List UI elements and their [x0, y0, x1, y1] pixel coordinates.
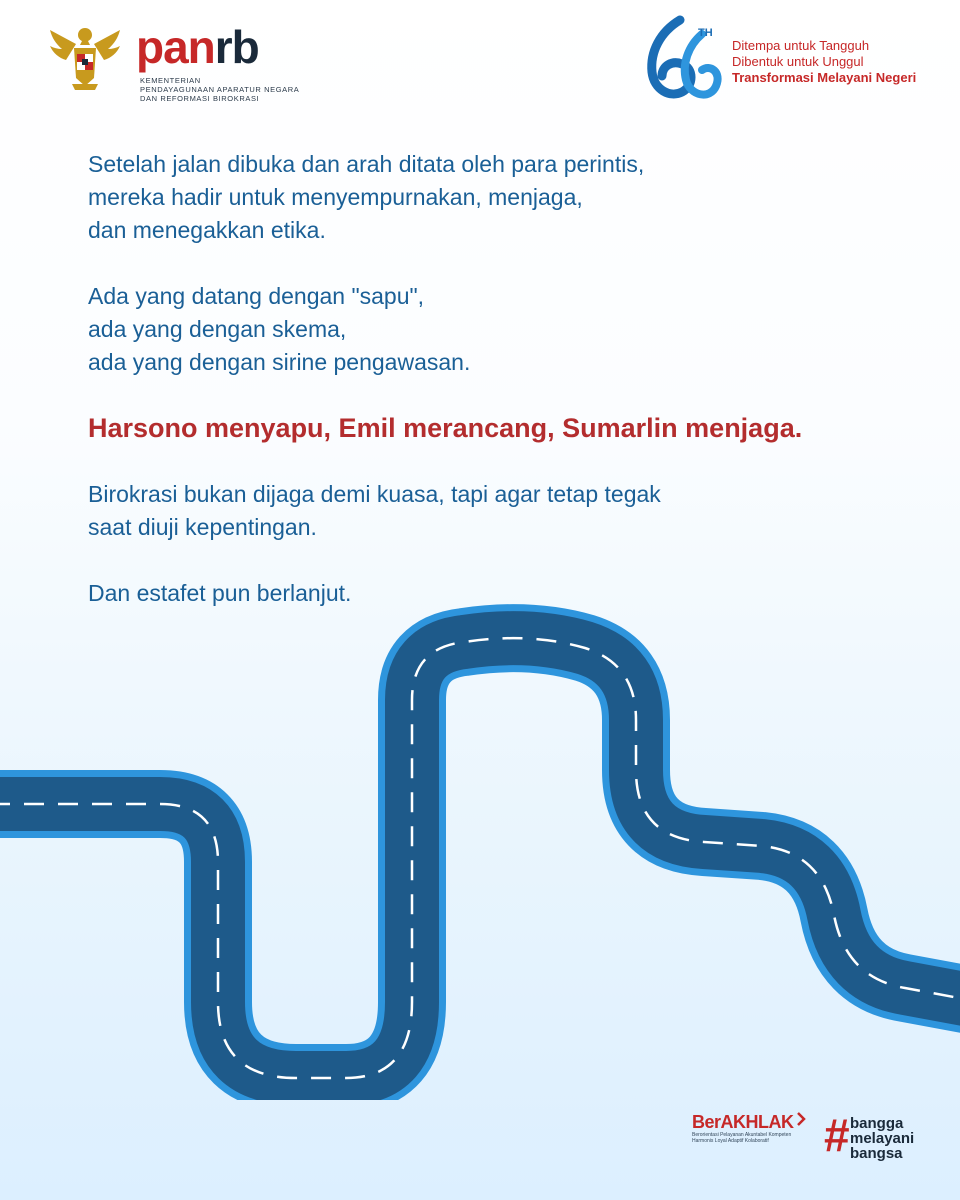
highlight-line: Harsono menyapu, Emil merancang, Sumarlin menjaga.	[88, 413, 803, 443]
bangga-melayani-bangsa-logo	[824, 1109, 934, 1166]
anniversary-logo	[640, 12, 930, 108]
berakhlak-logo	[692, 1112, 804, 1162]
berakhlak-ber: Ber	[692, 1112, 721, 1132]
text-line: dan menegakkan etika.	[88, 217, 326, 243]
tagline-line-3: Transformasi Melayani Negeri	[732, 70, 917, 85]
berakhlak-subtitle	[692, 1132, 812, 1144]
berakhlak-akhlak: AKHLAK	[720, 1112, 794, 1132]
ministry-line: PENDAYAGUNAAN APARATUR NEGARA	[140, 85, 300, 94]
chevron-right-icon	[796, 1112, 806, 1126]
main-copy	[88, 148, 918, 643]
panrb-rb: rb	[214, 21, 259, 73]
text-line: ada yang dengan sirine pengawasan.	[88, 349, 471, 375]
hashtag-word: bangga	[850, 1115, 904, 1132]
panrb-pan: pan	[136, 21, 215, 73]
winding-road-illustration	[0, 600, 960, 1100]
paragraph-1	[88, 148, 918, 247]
hashtag-word: bangsa	[850, 1145, 903, 1162]
hashtag-words	[850, 1116, 914, 1161]
ministry-line: KEMENTERIAN	[140, 76, 201, 85]
text-line: ada yang dengan skema,	[88, 316, 347, 342]
tagline-line-2: Dibentuk untuk Unggul	[732, 54, 864, 69]
ministry-name	[140, 76, 299, 103]
text-line: Dan estafet pun berlanjut.	[88, 580, 352, 606]
text-line: Setelah jalan dibuka dan arah ditata oleh para perintis,	[88, 151, 645, 177]
garuda-emblem-icon	[44, 18, 126, 100]
anniversary-tagline	[732, 38, 916, 86]
text-line: mereka hadir untuk menyempurnakan, menjaga,	[88, 184, 583, 210]
berakhlak-wordmark	[692, 1112, 804, 1132]
panrb-logo	[44, 18, 300, 103]
paragraph-3	[88, 478, 918, 544]
tagline-line-1: Ditempa untuk Tangguh	[732, 38, 870, 53]
berakhlak-sub-line: Harmonis Loyal Adaptif Kolaboratif	[692, 1138, 769, 1144]
text-line: saat diuji kepentingan.	[88, 514, 317, 540]
panrb-wordmark	[136, 21, 259, 73]
berakhlak-sub-line: Berorientasi Pelayanan Akuntabel Kompeten	[692, 1132, 792, 1138]
text-line: Ada yang datang dengan "sapu",	[88, 283, 425, 309]
anniversary-suffix: TH	[698, 27, 713, 39]
ministry-line: DAN REFORMASI BIROKRASI	[140, 94, 260, 103]
hashtag-word: melayani	[850, 1130, 915, 1147]
hashtag-icon: #	[824, 1109, 850, 1161]
sixty-sixth-anniversary-icon	[640, 12, 726, 104]
text-line: Birokrasi bukan dijaga demi kuasa, tapi agar tetap tegak	[88, 481, 661, 507]
paragraph-2	[88, 280, 918, 379]
